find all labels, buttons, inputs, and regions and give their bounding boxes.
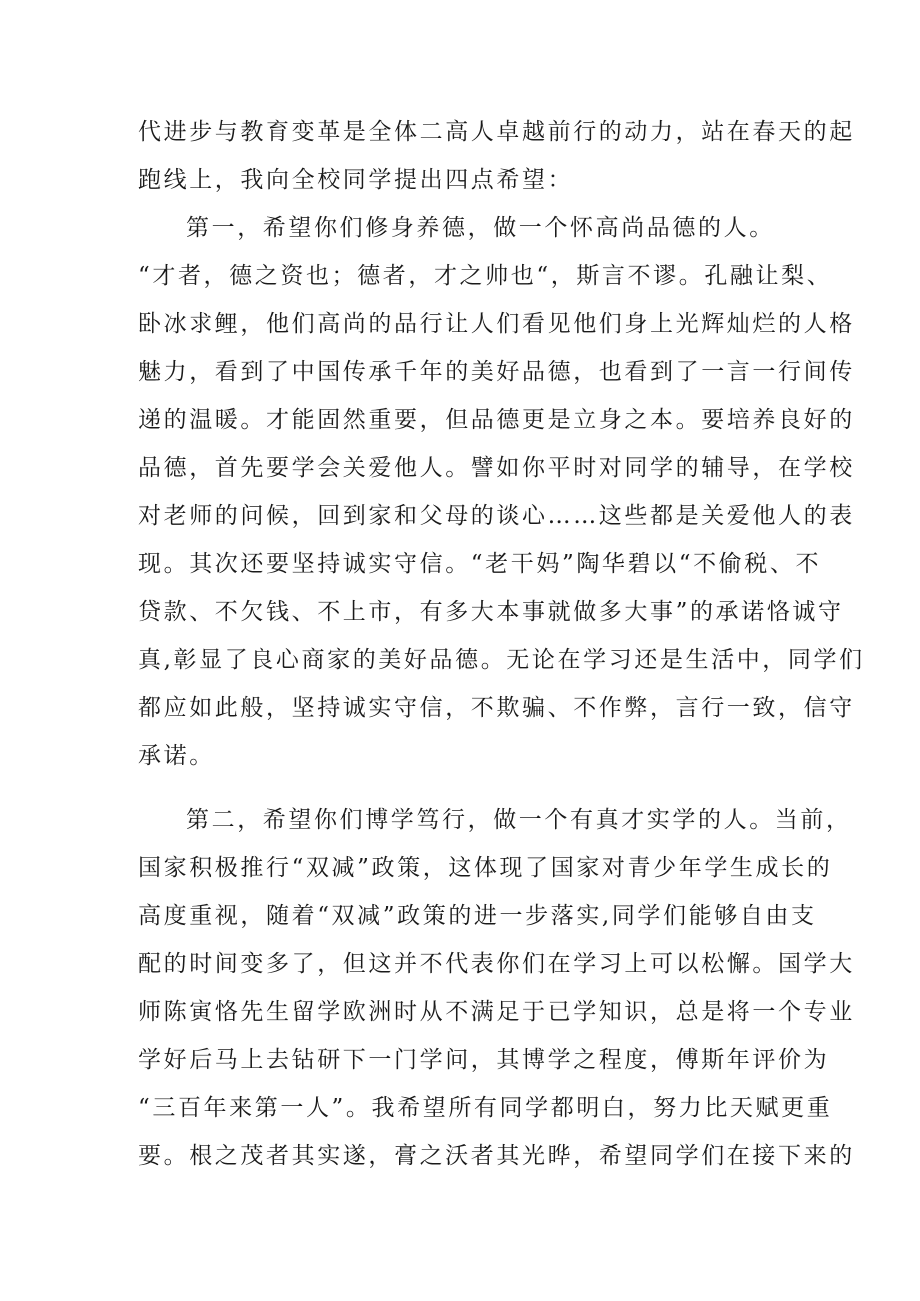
text-line: 品德，首先要学会关爱他人。譬如你平时对同学的辅导，在学校 xyxy=(138,455,855,481)
text-line: 配的时间变多了，但这并不代表你们在学习上可以松懈。国学大 xyxy=(138,951,855,977)
text-line: 高度重视，随着“双减”政策的进一步落实,同学们能够自由支 xyxy=(138,903,817,929)
paragraph-start-line: 第二，希望你们博学笃行，做一个有真才实学的人。当前， xyxy=(186,807,852,833)
text-line: 真,彰显了良心商家的美好品德。无论在学习还是生活中，同学们 xyxy=(138,647,865,673)
text-line: 贷款、不欠钱、不上市，有多大本事就做多大事”的承诺恪诚守 xyxy=(138,599,844,625)
text-line: 递的温暖。才能固然重要，但品德更是立身之本。要培养良好的 xyxy=(138,407,855,433)
text-line: 对老师的问候，回到家和父母的谈心……这些都是关爱他人的表 xyxy=(138,503,855,529)
text-line: 承诺。 xyxy=(138,743,215,769)
text-line: 魅力，看到了中国传承千年的美好品德，也看到了一言一行间传 xyxy=(138,359,855,385)
text-line: 代进步与教育变革是全体二高人卓越前行的动力，站在春天的起 xyxy=(138,119,855,145)
text-line: “才者，德之资也；德者，才之帅也“，斯言不谬。孔融让梨、 xyxy=(138,263,833,289)
text-line: 现。其次还要坚持诚实守信。“老干妈”陶华碧以“不偷税、不 xyxy=(138,551,822,577)
text-line: 学好后马上去钻研下一门学问，其博学之程度，傅斯年评价为 xyxy=(138,1047,830,1073)
text-line: 都应如此般，坚持诚实守信，不欺骗、不作弊，言行一致，信守 xyxy=(138,695,855,721)
text-line: 卧冰求鲤，他们高尚的品行让人们看见他们身上光辉灿烂的人格 xyxy=(138,311,855,337)
text-line: “三百年来第一人”。我希望所有同学都明白，努力比天赋更重 xyxy=(138,1095,833,1121)
paragraph-start-line: 第一，希望你们修身养德，做一个怀高尚品德的人。 xyxy=(186,215,775,241)
text-line: 要。根之茂者其实遂，膏之沃者其光晔，希望同学们在接下来的 xyxy=(138,1143,855,1169)
text-line: 师陈寅恪先生留学欧洲时从不满足于已学知识，总是将一个专业 xyxy=(138,999,855,1025)
text-line: 跑线上，我向全校同学提出四点希望： xyxy=(138,167,574,193)
text-line: 国家积极推行“双减”政策，这体现了国家对青少年学生成长的 xyxy=(138,855,833,881)
